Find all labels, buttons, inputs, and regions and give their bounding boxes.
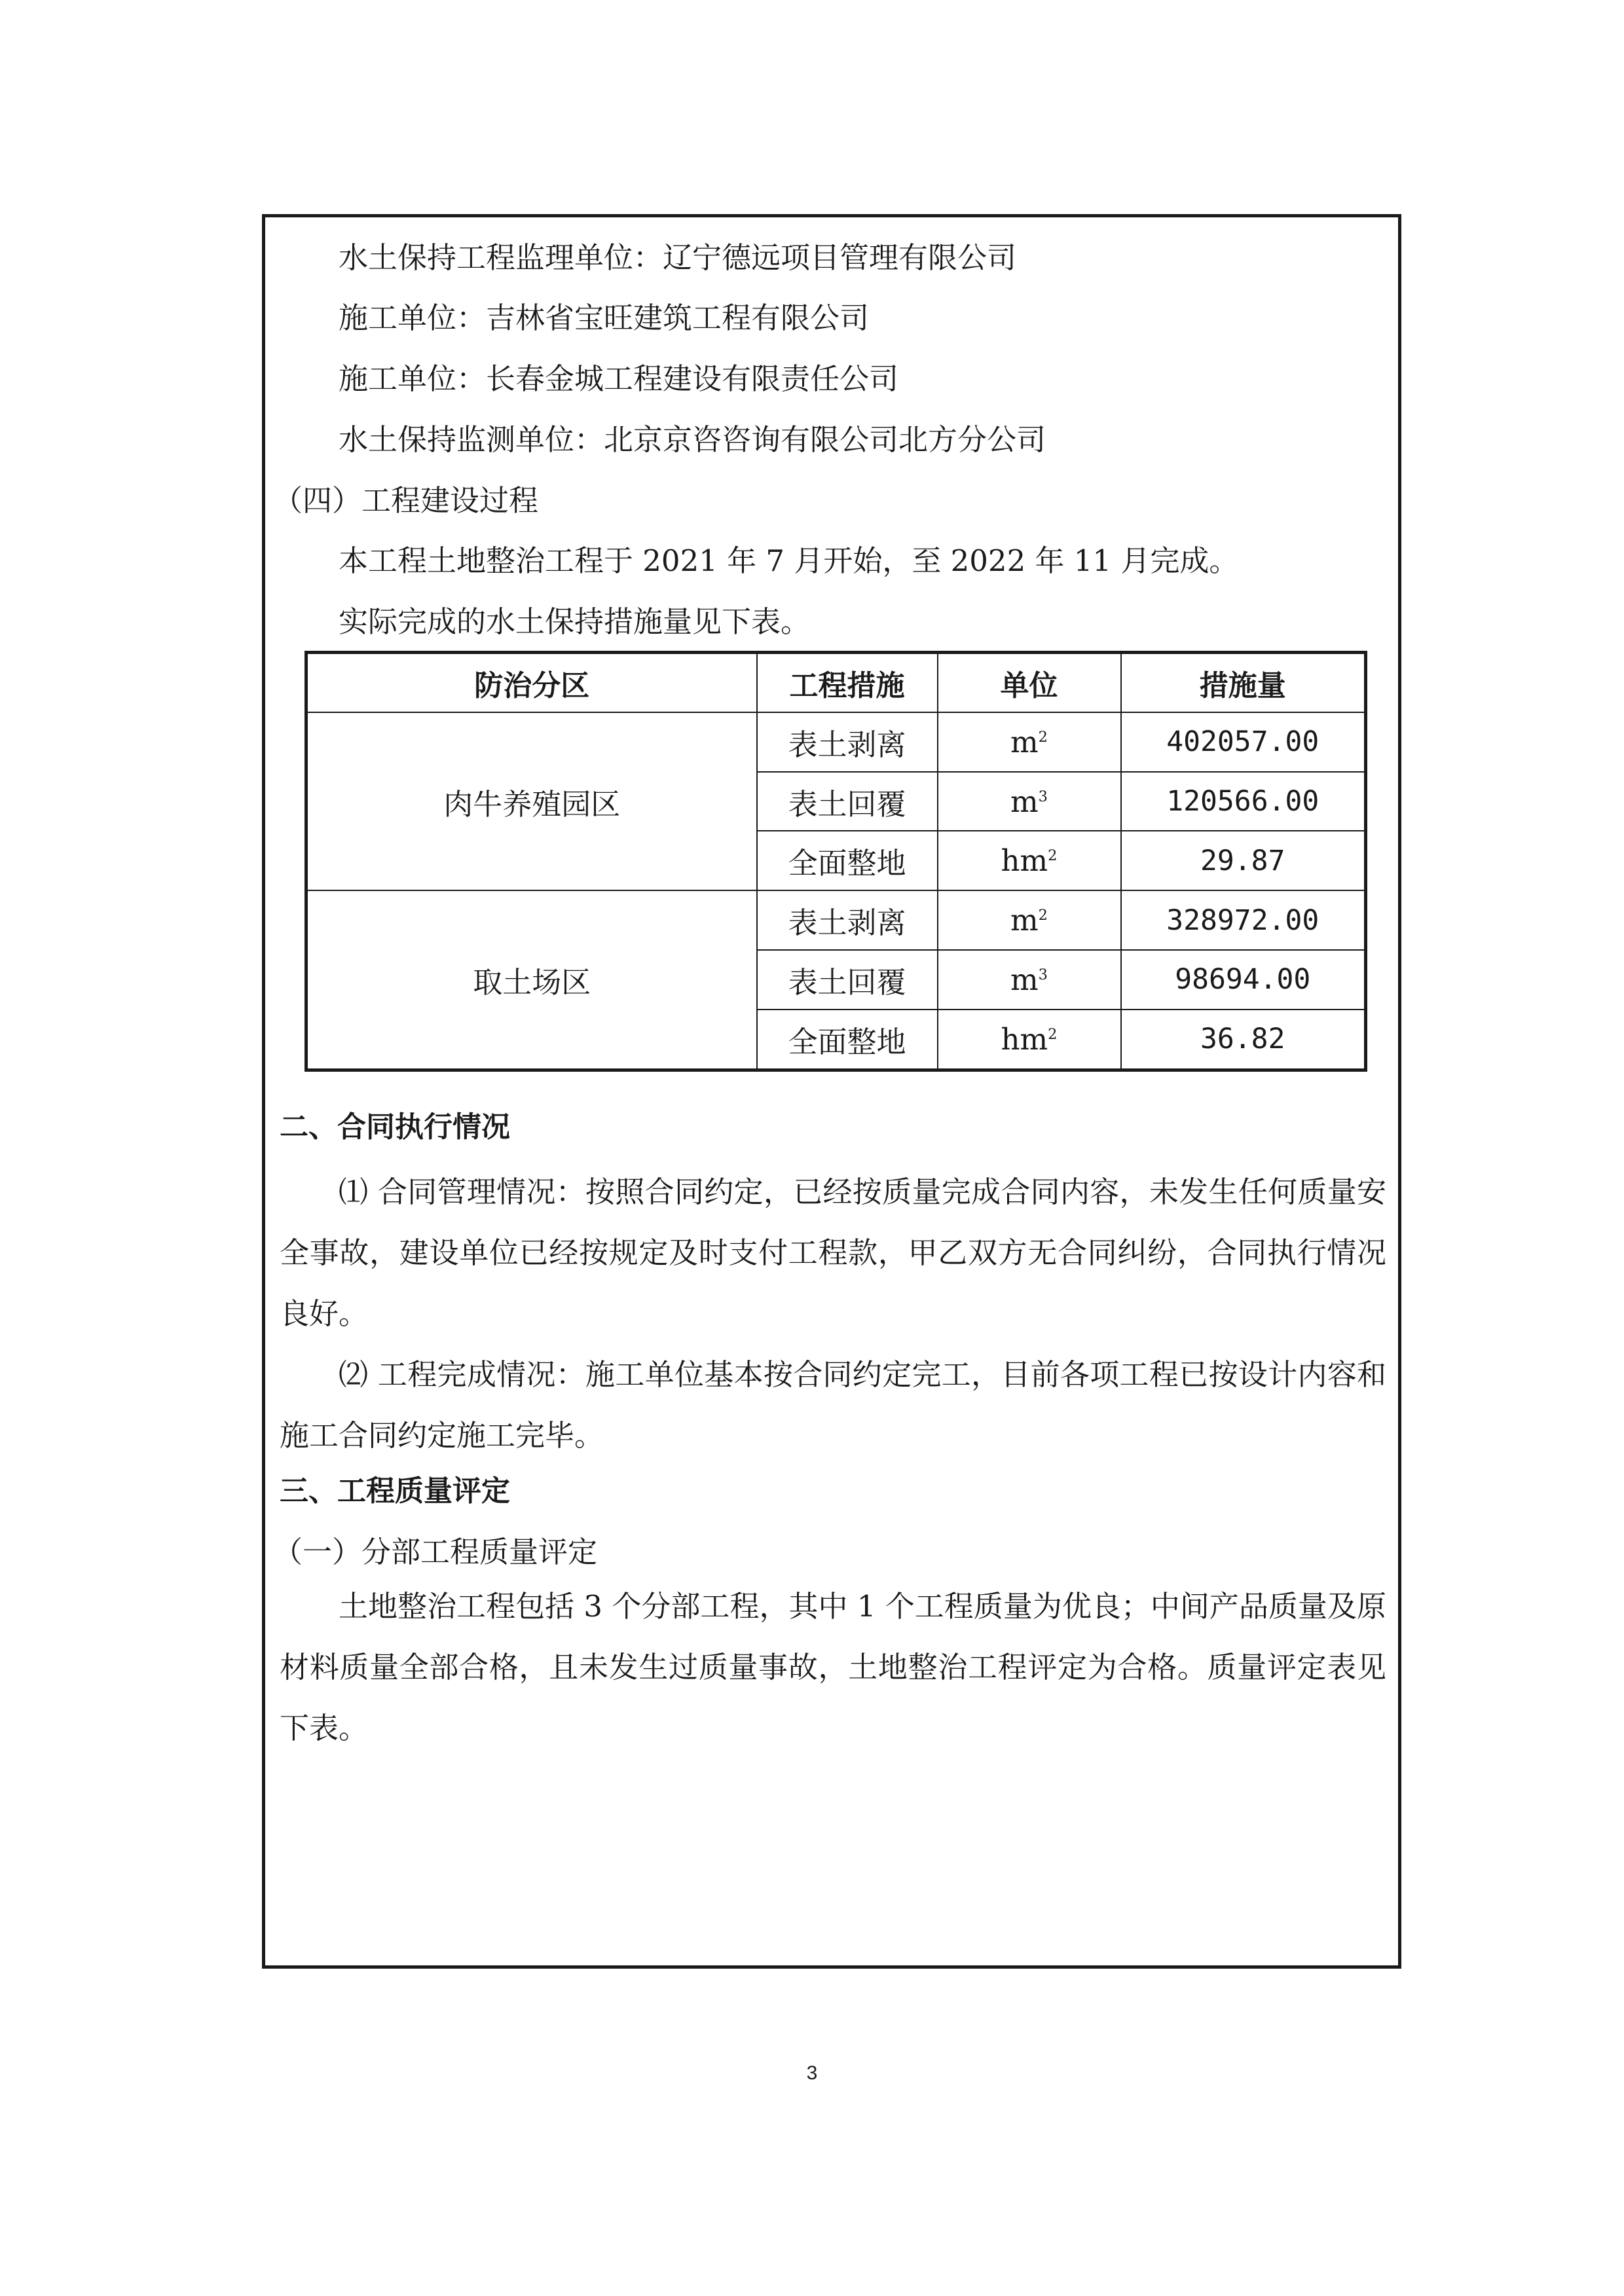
section4-paragraph-1: 本工程土地整治工程于 2021 年 7 月开始，至 2022 年 11 月完成。 [339, 543, 1239, 578]
header-measure: 工程措施 [757, 653, 938, 712]
quantity-cell: 120566.00 [1121, 772, 1366, 831]
section4-paragraph-2: 实际完成的水土保持措施量见下表。 [339, 604, 811, 639]
header-zone: 防治分区 [306, 653, 757, 712]
quantity-cell: 36.82 [1121, 1010, 1366, 1070]
unit-cell: $m^3$ [938, 772, 1121, 831]
header-quantity: 措施量 [1121, 653, 1366, 712]
measure-cell: 全面整地 [757, 831, 938, 890]
quality-sub-heading: （一）分部工程质量评定 [273, 1535, 598, 1569]
unit-cell: $m^2$ [938, 890, 1121, 950]
contract-paragraph-1: ⑴ 合同管理情况：按照合同约定，已经按质量完成合同内容，未发生任何质量安全事故，建设单位已经按规定及时支付工程款，甲乙双方无合同纠纷，合同执行情况良好。 [280, 1175, 1386, 1331]
zone-name: 取土场区 [306, 890, 757, 1070]
measure-cell: 全面整地 [757, 1010, 938, 1070]
section4-heading: （四）工程建设过程 [273, 483, 539, 518]
contract-paragraph-2: ⑵ 工程完成情况：施工单位基本按合同约定完工，目前各项工程已按设计内容和施工合同约定施工完毕。 [280, 1357, 1386, 1453]
quantity-cell: 402057.00 [1121, 712, 1366, 772]
header-unit: 单位 [938, 653, 1121, 712]
monitoring-unit-line: 水土保持监测单位：北京京咨咨询有限公司北方分公司 [339, 422, 1046, 457]
construction-unit-line-2: 施工单位：长春金城工程建设有限责任公司 [339, 361, 899, 396]
quality-paragraph-1: 土地整治工程包括 3 个分部工程，其中 1 个工程质量为优良；中间产品质量及原材料质量全部合格，且未发生过质量事故，土地整治工程评定为合格。质量评定表见下表。 [280, 1589, 1386, 1745]
unit-cell: $hm^2$ [938, 831, 1121, 890]
page-number: 3 [806, 2062, 818, 2084]
table-row [306, 712, 1366, 772]
unit-cell: $hm^2$ [938, 1010, 1121, 1070]
measure-cell: 表土剥离 [757, 712, 938, 772]
content-frame [262, 214, 1401, 1969]
unit-cell: $m^2$ [938, 712, 1121, 772]
measure-cell: 表土回覆 [757, 950, 938, 1010]
quality-heading: 三、工程质量评定 [280, 1474, 510, 1508]
measures-table [304, 651, 1367, 1072]
unit-cell: $m^3$ [938, 950, 1121, 1010]
table-header-row [306, 653, 1366, 712]
quantity-cell: 328972.00 [1121, 890, 1366, 950]
table-row [306, 890, 1366, 950]
quantity-cell: 29.87 [1121, 831, 1366, 890]
measure-cell: 表土回覆 [757, 772, 938, 831]
quantity-cell: 98694.00 [1121, 950, 1366, 1010]
zone-name: 肉牛养殖园区 [306, 712, 757, 890]
contract-heading: 二、合同执行情况 [280, 1110, 510, 1144]
construction-unit-line-1: 施工单位：吉林省宝旺建筑工程有限公司 [339, 301, 870, 335]
supervision-unit-line: 水土保持工程监理单位：辽宁德远项目管理有限公司 [339, 240, 1017, 275]
measure-cell: 表土剥离 [757, 890, 938, 950]
